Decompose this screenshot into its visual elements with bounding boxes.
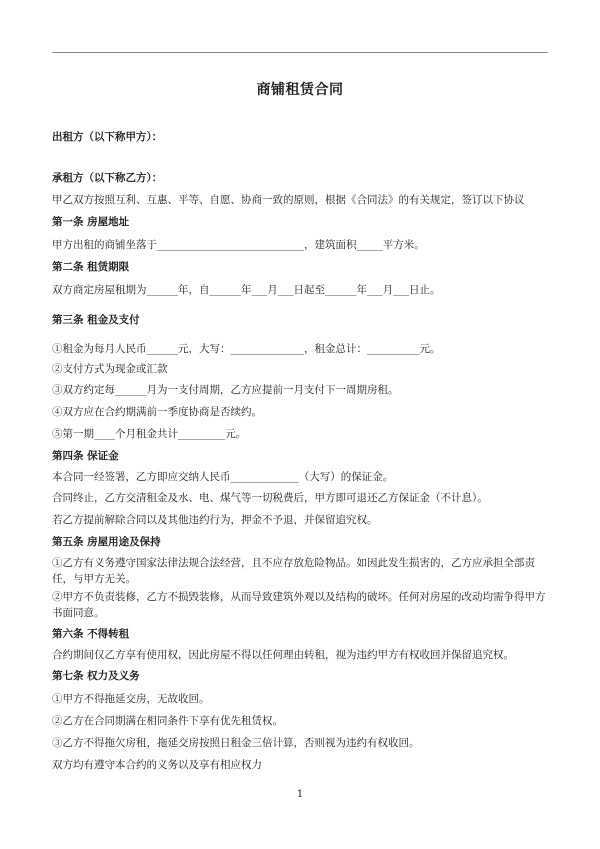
- closing-statement: 双方均有遵守本合约的义务以及享有相应权力: [52, 759, 262, 771]
- section-2-title: 第二条 租赁期限: [52, 261, 130, 273]
- section-5-item-2: ②甲方不负责装修，乙方不损毁装修，从而导致建筑外观以及结构的破坏。任何对房屋的改动均需争得甲方书面同意。: [52, 591, 546, 619]
- section-3-title: 第三条 租金及支付: [52, 314, 140, 326]
- section-7-item-3: ③乙方不得拖欠房租，拖延交房按照日租金三倍计算，否则视为违约有权收回。: [52, 737, 420, 749]
- section-6-text: 合约期间仅乙方享有使用权，因此房屋不得以任何理由转租，视为违约甲方有权收回并保留追究权。: [52, 649, 514, 661]
- section-5-item-1: ①乙方有义务遵守国家法律法规合法经营，且不应存放危险物品。如因此发生损害的，乙方应承担全部责任，与甲方无关。: [52, 557, 535, 585]
- section-3-item-5: ⑤第一期____个月租金共计_________元。: [52, 428, 247, 440]
- section-3-item-1: ①租金为每月人民币______元，大写：______________，租金总计：__________元。: [52, 343, 441, 355]
- section-7-title: 第七条 权力及义务: [52, 670, 140, 682]
- section-3-item-4: ④双方应在合约期满前一季度协商是否续约。: [52, 406, 262, 418]
- lessor-label: 出租方（以下称甲方）：: [52, 131, 163, 143]
- header-rule: [52, 52, 548, 53]
- preamble: 甲乙双方按照互利、互惠、平等、自愿、协商一致的原则，根据《合同法》的有关规定，签订以下协议: [52, 194, 525, 206]
- section-1-text: 甲方出租的商铺坐落于____________________________，建筑面积_____平方米。: [52, 239, 425, 251]
- section-4-para-3: 若乙方提前解除合同以及其他违约行为，押金不予退，并保留追究权。: [52, 514, 378, 526]
- document-title: 商铺租赁合同: [256, 82, 344, 98]
- section-4-title: 第四条 保证金: [52, 450, 119, 462]
- page-number: 1: [296, 789, 304, 800]
- section-2-text: 双方商定房屋租期为______年，自______年___月___日起至______年___月___日止。: [52, 284, 441, 296]
- section-6-title: 第六条 不得转租: [52, 628, 130, 640]
- section-3-item-2: ②支付方式为现金或汇款: [52, 363, 168, 375]
- section-7-item-1: ①甲方不得拖延交房，无故收回。: [52, 693, 210, 705]
- lessee-label: 承租方（以下称乙方）：: [52, 172, 163, 184]
- section-4-para-2: 合同终止，乙方交清租金及水、电、煤气等一切税费后，甲方即可退还乙方保证金（不计息）。: [52, 492, 488, 504]
- section-1-title: 第一条 房屋地址: [52, 216, 130, 228]
- section-4-para-1: 本合同一经签署，乙方即应交纳人民币_____________（大写）的保证金。: [52, 471, 394, 483]
- section-7-item-2: ②乙方在合同期满在相同条件下享有优先租赁权。: [52, 715, 283, 727]
- section-5-title: 第五条 房屋用途及保持: [52, 536, 161, 548]
- section-3-item-3: ③双方约定每______月为一支付周期，乙方应提前一月支付下一周期房租。: [52, 384, 399, 396]
